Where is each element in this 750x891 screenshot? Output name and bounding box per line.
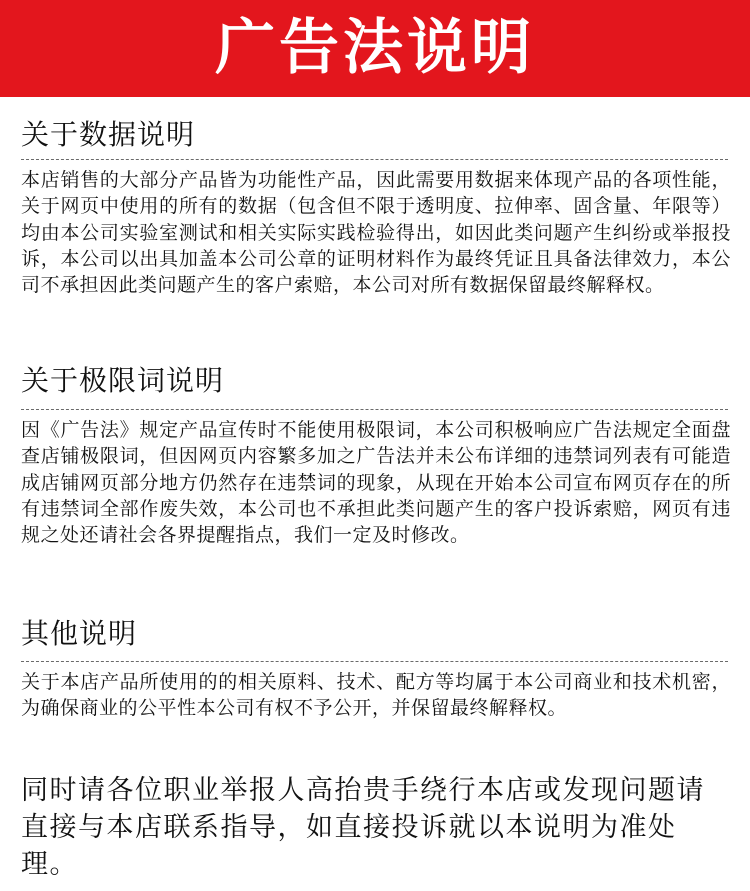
section-divider [21, 661, 728, 662]
closing-statement: 同时请各位职业举报人高抬贵手绕行本店或发现问题请直接与本店联系指导，如直接投诉就以本说明为准处理。 [21, 775, 705, 880]
section-body-extreme-words: 因《广告法》规定产品宣传时不能使用极限词，本公司积极响应广告法规定全面盘查店铺极限词，但因网页内容繁多加之广告法并未公布详细的违禁词列表有可能造成店铺网页部分地方仍然存在违禁词的现象，从现在开始本公司宣布网页存在的所有违禁词全部作废失效，本公司也不承担此类问题产生的客户投诉索赔，网页有违规之处还请社会各界提醒指点，我们一定及时修改。 [21, 419, 731, 547]
section-heading-other: 其他说明 [21, 617, 138, 650]
section-body-other: 关于本店产品所使用的的相关原料、技术、配方等均属于本公司商业和技术机密，为确保商业的公平性本公司有权不予公开，并保留最终解释权。 [21, 671, 731, 720]
page-title: 广告法说明 [215, 13, 535, 83]
section-heading-data: 关于数据说明 [21, 118, 196, 151]
section-divider [21, 159, 728, 160]
section-divider [21, 409, 728, 410]
section-heading-extreme-words: 关于极限词说明 [21, 364, 225, 397]
section-body-data: 本店销售的大部分产品皆为功能性产品，因此需要用数据来体现产品的各项性能，关于网页中使用的所有的数据（包含但不限于透明度、拉伸率、固含量、年限等）均由本公司实验室测试和相关实际实践检验得出，如因此类问题产生纠纷或举报投诉，本公司以出具加盖本公司公章的证明材料作为最终凭证且具备法律效力，本公司不承担因此类问题产生的客户索赔，本公司对所有数据保留最终解释权。 [21, 169, 731, 297]
